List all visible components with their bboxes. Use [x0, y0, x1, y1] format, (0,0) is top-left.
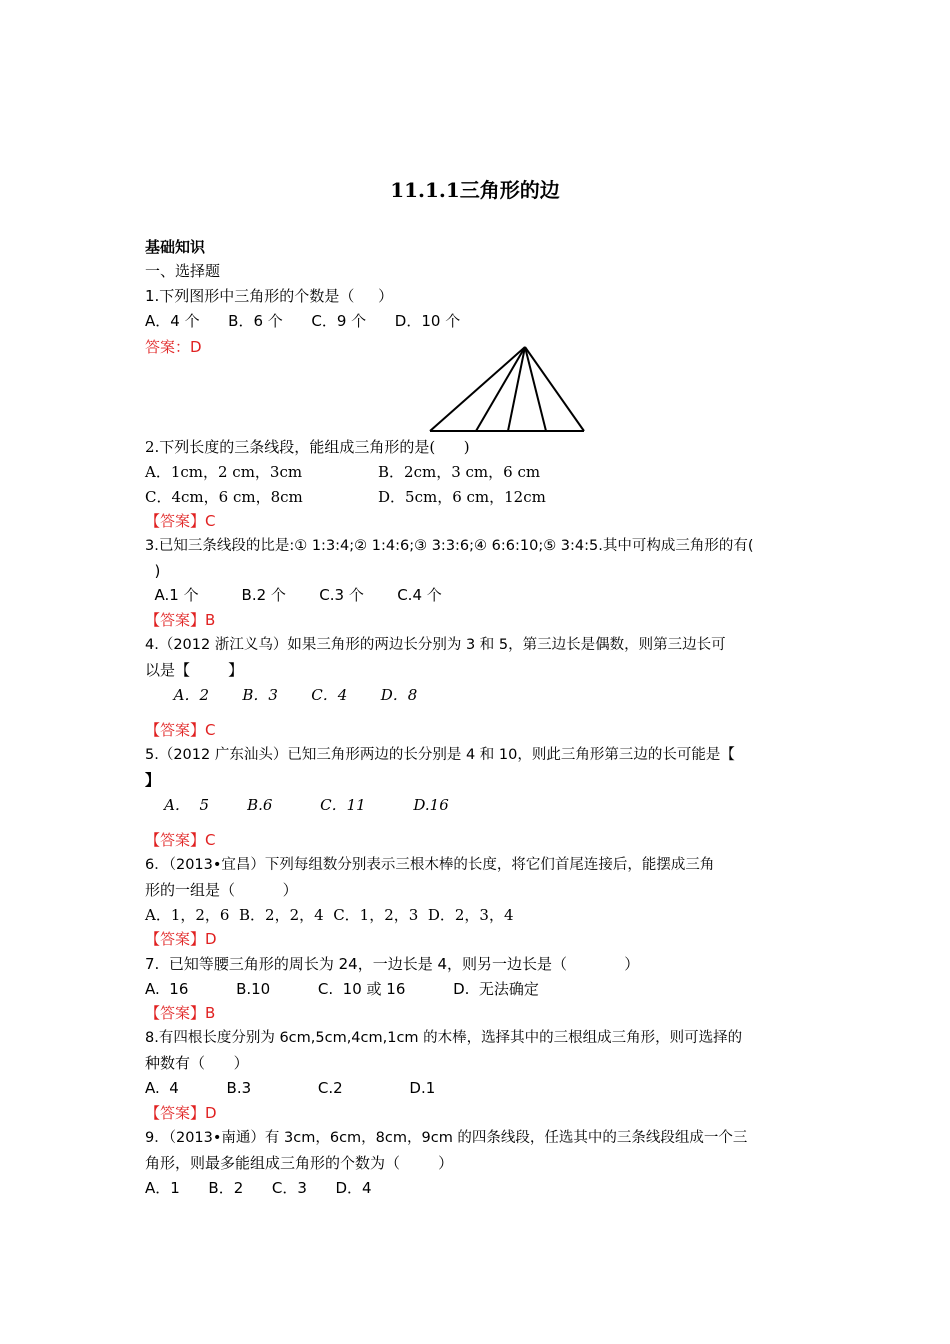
figure-cevian-3 [525, 347, 546, 431]
q2-option-b: B．2cm，3 cm，6 cm [378, 463, 541, 481]
q2-option-c: C．4cm，6 cm，8cm [145, 488, 303, 506]
q3-stem-line1: 3.已知三条线段的比是:① 1:3:4;② 1:4:6;③ 3:3:6;④ 6:6:10;⑤ 3:4:5.其中可构成三角形的有( [145, 538, 754, 554]
q7-options: A. 16 B.10 C. 10 或 16 D. 无法确定 [145, 980, 539, 998]
q7-stem: 7. 已知等腰三角形的周长为 24，一边长是 4，则另一边长是（ ） [145, 955, 640, 973]
q6-stem-line1: 6．（2013•宜昌）下列每组数分别表示三根木棒的长度，将它们首尾连接后，能摆成三角 [145, 857, 715, 873]
q2-option-d: D．5cm，6 cm，12cm [378, 488, 546, 506]
q5-stem-line2: 】 [145, 771, 161, 789]
q6-stem-line2: 形的一组是（ ） [145, 881, 298, 899]
q1-answer: 答案：D [145, 338, 202, 356]
q2-answer: 【答案】C [145, 512, 216, 530]
q4-answer: 【答案】C [145, 721, 216, 739]
q4-stem-line1: 4.（2012 浙江义乌）如果三角形的两边长分别为 3 和 5，第三边长是偶数，则第三边长可 [145, 637, 726, 653]
q5-stem-line1: 5.（2012 广东汕头）已知三角形两边的长分别是 4 和 10，则此三角形第三边的长可能是【 [145, 747, 735, 763]
figure-cevian-1 [476, 347, 525, 431]
q4-options: A．2 B．3 C．4 D．8 [145, 686, 418, 704]
q4-stem-line2: 以是【 】 [145, 661, 244, 679]
q7-answer: 【答案】B [145, 1004, 216, 1022]
page-title: 11.1.1三角形的边 [390, 178, 560, 202]
section-heading: 基础知识 [145, 238, 206, 256]
q9-stem-line2: 角形，则最多能组成三角形的个数为（ ） [145, 1154, 454, 1172]
q1-options: A．4 个 B．6 个 C．9 个 D．10 个 [145, 312, 461, 330]
figure-right-side [525, 347, 584, 431]
q6-answer: 【答案】D [145, 930, 217, 948]
q9-stem-line1: 9．（2013•南通）有 3cm，6cm，8cm，9cm 的四条线段，任选其中的三条线段组成一个三 [145, 1130, 748, 1146]
q5-options: A． 5 B.6 C．11 D.16 [145, 796, 449, 814]
q2-stem: 2.下列长度的三条线段，能组成三角形的是( ) [145, 438, 470, 456]
q2-option-a: A．1cm，2 cm，3cm [145, 463, 303, 481]
q8-stem-line2: 种数有（ ） [145, 1054, 249, 1072]
q9-options: A．1 B．2 C．3 D．4 [145, 1179, 372, 1197]
q8-options: A. 4 B.3 C.2 D.1 [145, 1079, 436, 1097]
triangle-figure [428, 344, 588, 434]
q3-options: A.1 个 B.2 个 C.3 个 C.4 个 [145, 586, 442, 604]
subsection-heading: 一、选择题 [145, 262, 221, 280]
q3-stem-line2: ) [145, 562, 161, 580]
q6-options: A．1，2，6 B．2，2，4 C．1，2，3 D．2，3，4 [145, 906, 514, 924]
q5-answer: 【答案】C [145, 831, 216, 849]
q1-stem: 1.下列图形中三角形的个数是（ ） [145, 287, 394, 305]
q3-answer: 【答案】B [145, 611, 216, 629]
q8-stem-line1: 8.有四根长度分别为 6cm,5cm,4cm,1cm 的木棒，选择其中的三根组成三角形，则可选择的 [145, 1030, 743, 1046]
q8-answer: 【答案】D [145, 1104, 217, 1122]
